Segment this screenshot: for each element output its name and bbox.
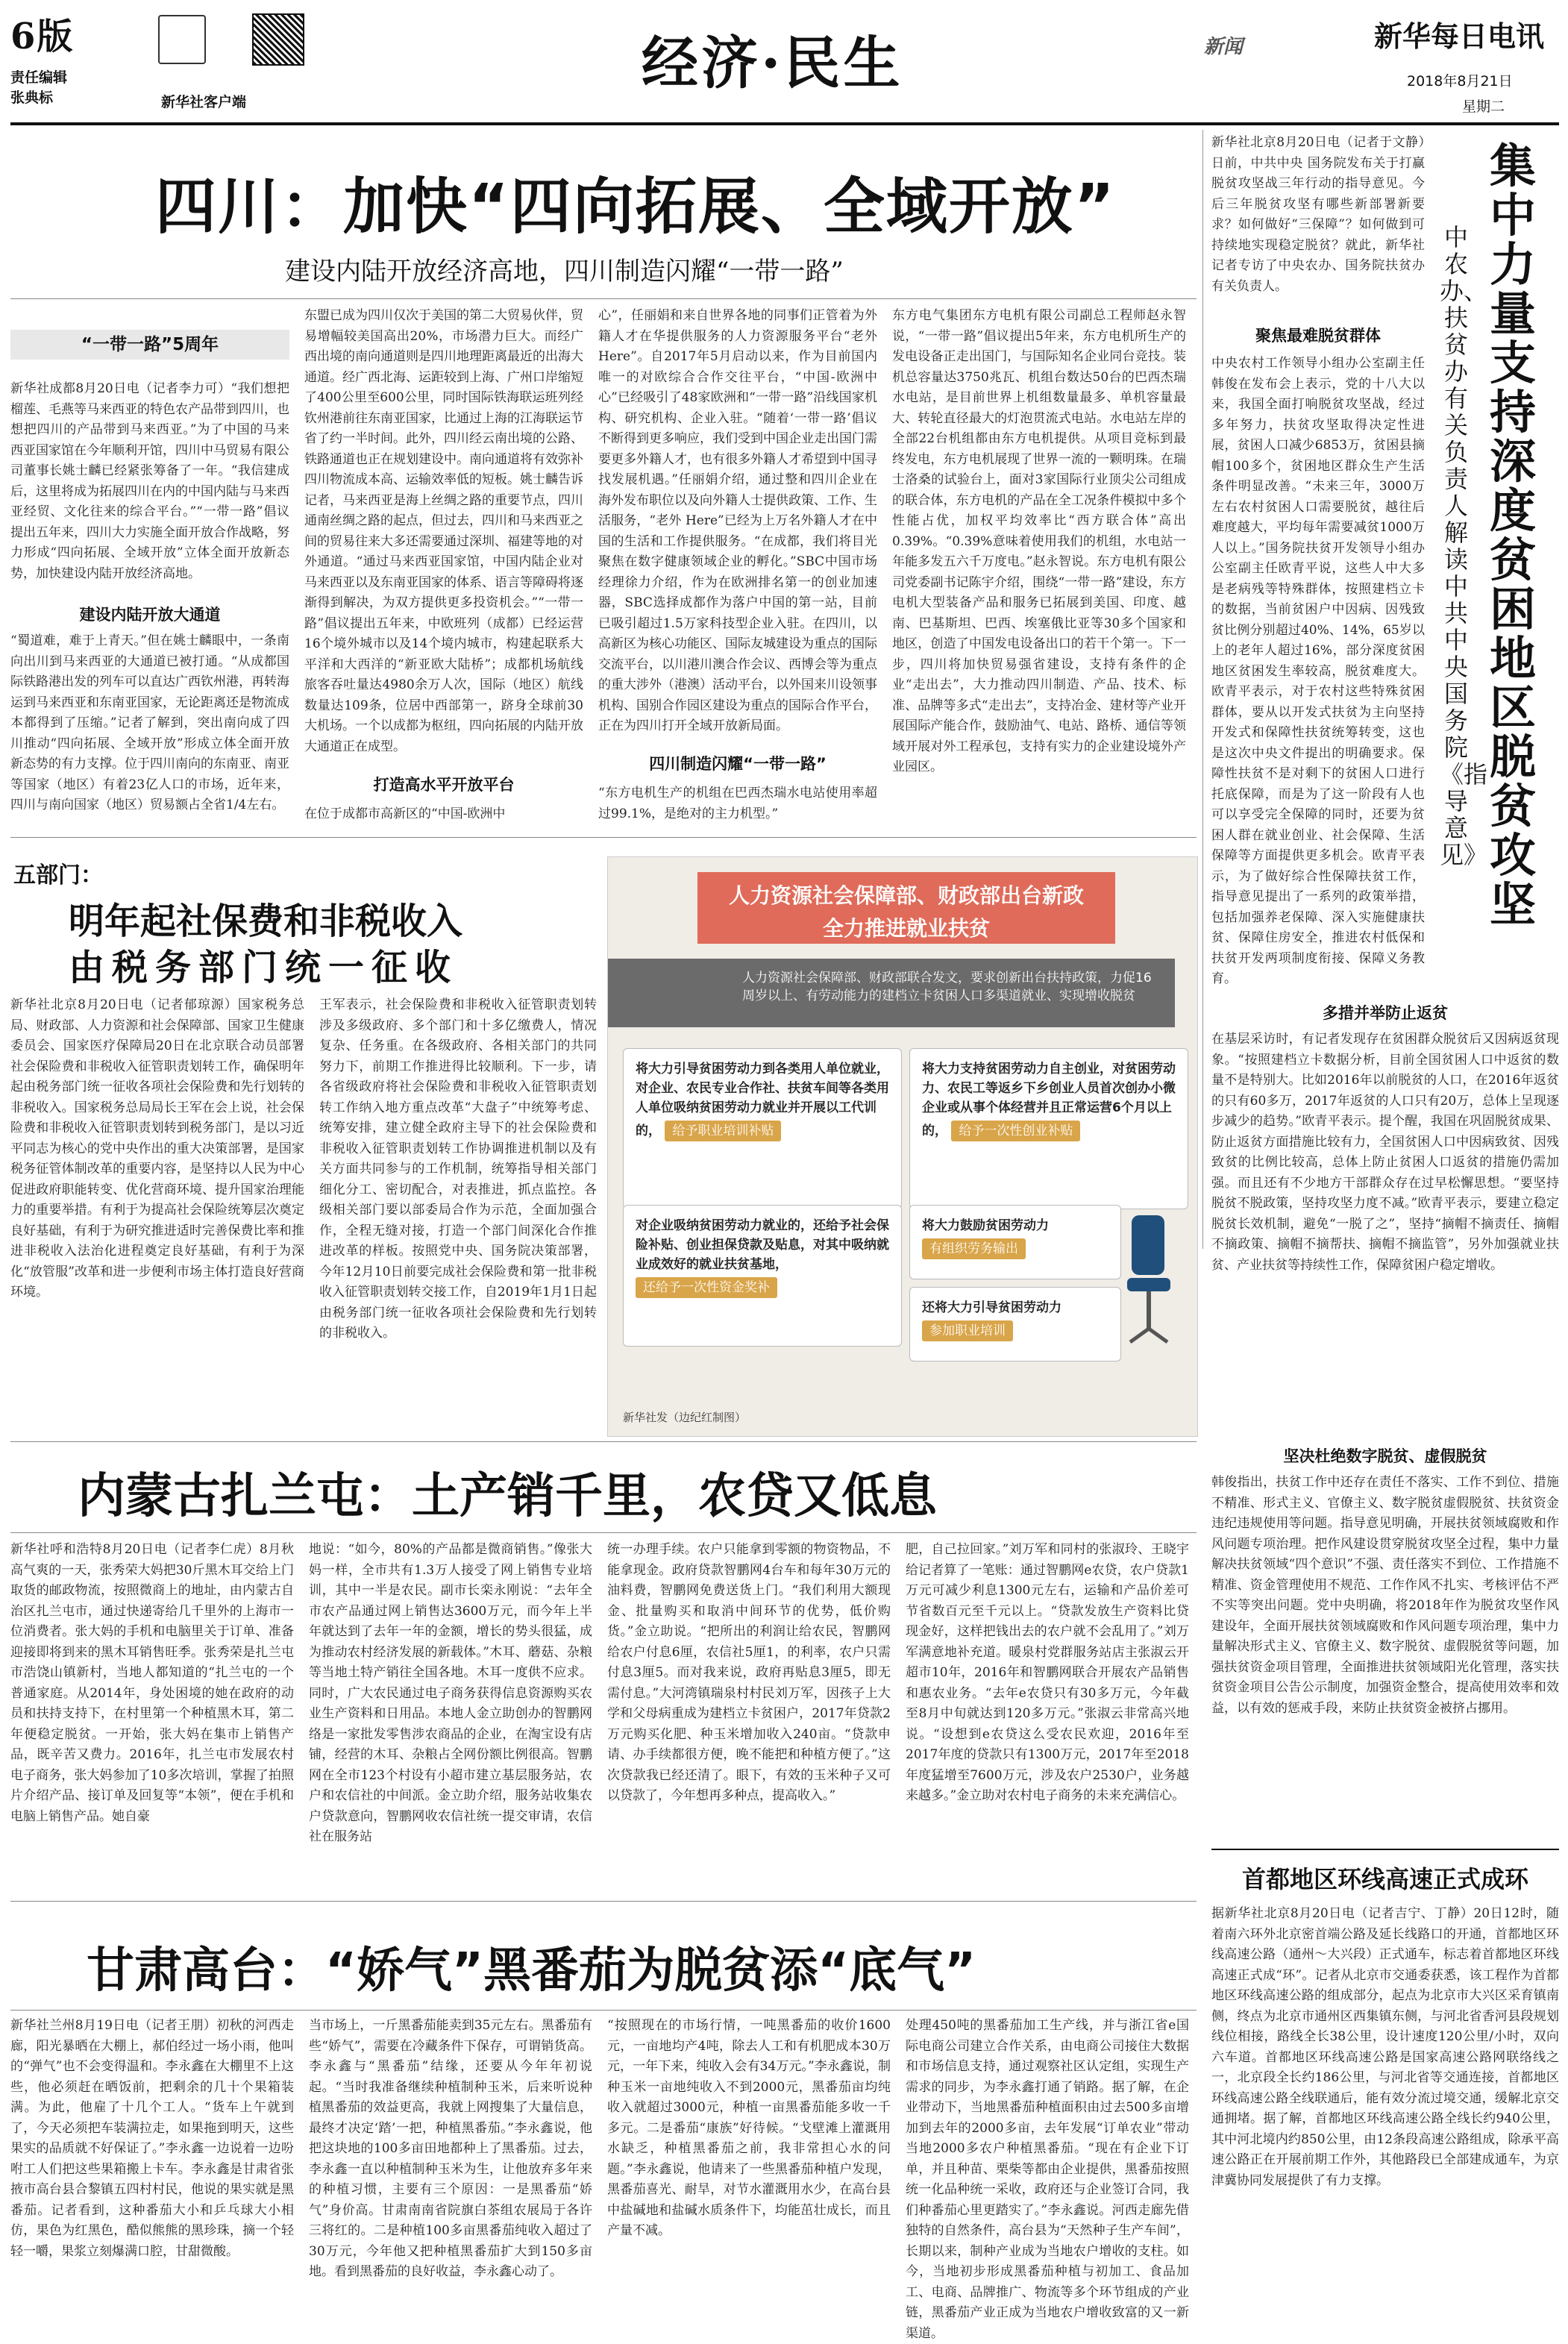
poverty-col2: 在基层采访时，有记者发现存在贫困群众脱贫后又因病返贫现象。“按照建档立卡数据分析，目前全国贫困人口中返贫的数量不是特别大。比如2016年以前脱贫的人口，在2016年返贫的只有60多万，2017年返贫的人口只有20万，总体上呈现逐步减少的趋势。”欧青平表示。提个醒，我国在巩固脱贫成果、防止返贫方面措施比较有力，全国贫困人口中因病致贫、因残致贫的比例比较高，总体上防止贫困人口返贫的措施仍需加强。而且还有不少地方干部群众存在过早松懈思想。“要坚持脱贫不脱政策，坚持攻坚力度不减。”欧青平表示，要建立稳定脱贫长效机制，避免“一脱了之”，坚持“摘帽不摘责任、摘帽不摘政策、摘帽不摘帮扶、摘帽不摘监管”，另外加强就业扶贫、产业扶贫等持续性工作，保障贫困户稳定增收。 (1211, 1032, 1559, 1273)
tag-training-subsidy: 给予职业培训补贴 (665, 1121, 781, 1141)
gansu-col1: 新华社兰州8月19日电（记者王朋）初秋的河西走廊，阳光暴晒在大棚上，郝伯经过一场小雨，他叫的“弹气”也不会变得温和。李永鑫在大棚里不上这些，他必须赶在晒饭前，把剩余的几十个果箱装满。为此，他雇了十几个工人。“货车上午就到了，今天必须把车装满拉走，如果拖到明天，这些果实的品质就不好保证了。”李永鑫一边说着一边吩咐工人们把这些果箱搬上卡车。李永鑫是甘肃省张掖市高台县合黎镇五四村村民，他说的果实就是黑番茄。记者看到，这种番茄大小和乒乓球大小相仿，果色为红黑色，酷似熊熊的黑珍珠，摘一个轻轻一嚼，果浆立刻爆满口腔，甘甜微酸。 (10, 2018, 294, 2259)
app-logo-icon (158, 15, 206, 64)
sichuan-sub-2: 打造高水平开放平台 (373, 776, 515, 794)
neimeng-col3: 统一办理手续。农户只能拿到零额的物资物品，不能拿现金。政府贷款智鹏网4台车和每年30万元的油料费，智鹏网免费送货上门。“我们利用大额现金、批量购买和取消中间环节的优势，低价购货。”金立助说。“把所出的利润让给农民，智鹏网给农户付息6厘，农信社5厘1，的利率，农户只需付息3厘5。而对我来说，政府再贴息3厘5，即无需付息。”大河湾镇瑞泉村村民刘万军，因孩子上大学和父母病重成为建档立卡贫困户，2017年贷款2万元购买化肥、种玉米增加收入240亩。“贷款申请、办手续都很方便，晚不能把和种植方便了。”这次贷款我已经还清了。眼下，有效的玉米种子又可以贷款了，今年想再多种点，提高收入。” (607, 1542, 891, 1803)
tax-col2: 王军表示，社会保险费和非税收入征管职责划转涉及多级政府、多个部门和十多亿缴费人，情况复杂、任务重。在各级政府、各相关部门的共同努力下，前期工作推进得比较顺利。下一步，请各省级政府将社会保险费和非税收入征管职责划转工作纳入地方重点改革“大盘子”中统筹考虑、统筹安排，建立健全政府主导下的社会保险费和非税收入征管职责划转工作协调推进机制以及有关方面共同参与的工作机制，统筹指导相关部门细化分工、密切配合，对表推进，抓点监控。各级相关部门要以部委局合作为示范，全面加强合作，全程无缝对接，打造一个部门间深化合作推进改革的样板。按照党中央、国务院决策部署，今年12月10日前要完成社会保险费和第一批非税收入征管职责划转交接工作，自2019年1月1日起由税务部门统一征收各项社会保险费和先行划转的非税收入。 (319, 997, 597, 1341)
office-chair-icon (1123, 1215, 1175, 1350)
editor-role: 责任编辑 (10, 69, 68, 86)
infographic-title-box: 人力资源社会保障部、财政部出台新政 全力推进就业扶贫 (697, 872, 1115, 944)
infographic-item-2: 将大力支持贫困劳动力自主创业，对贫困劳动力、农民工等返乡下乡创业人员首次创办小微企业或从事个体经营并且正常运营6个月以上的， 给予一次性创业补贴 (909, 1048, 1188, 1209)
gansu-title: 甘肃高台：“娇气”黑番茄为脱贫添“底气” (87, 1943, 976, 1999)
sichuan-sub-1: 建设内陆开放大通道 (79, 606, 221, 624)
sichuan-bottom-rule (10, 837, 1197, 838)
neimeng-title: 内蒙古扎兰屯：土产销千里，农贷又低息 (78, 1469, 937, 1524)
sichuan-col4: 东方电气集团东方电机有限公司副总工程师赵永智说，“一带一路”倡议提出5年来，东方电机所生产的发电设备正走出国门，与国际知名企业同台竞技。装机总容量达3750兆瓦、机组台数达50台的巴西杰瑞水电站，是目前世界上机组数量最多、单机容量最大、转轮直径最大的灯泡贯流式电站。水电站左岸的全部22台机组都由东方电机提供。从项目竞标到最终发电，东方电机展现了世界一流的一颗明珠。在瑞士洛桑的试验台上，面对3家国际行业顶尖公司组成的联合体，东方电机的产品在全工况条件模拟中多个性能占优，加权平均效率比“西方联合体”高出0.39%。“0.39%意味着使用我们的机组，水电站一年能多发五六千万度电。”赵永智说。东方电机有限公司党委副书记陈宇介绍，围绕“一带一路”建设，东方电机大型装备产品和服务已拓展到美国、印度、越南、巴基斯坦、巴西、埃塞俄比亚等30多个国家和地区，创造了中国发电设备出口的若干个第一。下一步，四川将加快贸易强省建设，支持有条件的企业“走出去”，大力推动四川制造、产品、技术、标准、品牌等多式“走出去”，支持冶金、建材等产业开展国际产能合作，鼓励油气、电站、路桥、通信等领域开展对外工程承包，支持有实力的企业建设境外产业园区。 (892, 308, 1186, 774)
tag-vocational-training: 参加职业培训 (922, 1320, 1013, 1341)
tag-one-time-reward: 还给予一次性资金奖补 (636, 1277, 777, 1298)
poverty-col3: 韩俊指出，扶贫工作中还存在责任不落实、工作不到位、措施不精准、形式主义、官僚主义、数字脱贫虚假脱贫、扶贫资金违纪违规使用等问题。指导意见明确，开展扶贫领域腐败和作风问题专项治理。把作风建设贯穿脱贫攻坚全过程，集中力量解决扶贫领域“四个意识”不强、责任落实不到位、工作措施不精准、资金管理使用不规范、工作作风不扎实、考核评估不严不实等突出问题。党中央明确，将2018年作为脱贫攻坚作风建设年，全面开展扶贫领域腐败和作风问题专项治理，集中力量解决形式主义、官僚主义、数字脱贫、虚假脱贫等问题，加强扶贫资金项目管理，全面推进扶贫领域阳光化管理，落实扶贫资金项目公告公示制度，加强资金整合，提高使用效率和效益，以有效的惩戒手段，来防止扶贫资金被挤占挪用。 (1211, 1475, 1559, 1716)
poverty-sub-2: 多措并举防止返贫 (1323, 1004, 1448, 1022)
sichuan-col3b: “东方电机生产的机组在巴西杰瑞水电站使用率超过99.1%，是绝对的主力机型。” (598, 786, 877, 821)
page-number: 6版 (10, 16, 75, 57)
infographic (607, 856, 1198, 1437)
header-rule (10, 122, 1559, 125)
poverty-col1: 中央农村工作领导小组办公室副主任韩俊在发布会上表示，党的十八大以来，我国全面打响脱贫攻坚战，经过多年努力，扶贫攻坚取得决定性进展，贫困人口减少6853万，贫困县摘帽100多个，贫困地区群众生产生活条件明显改善。“未来三年，3000万左右农村贫困人口需要脱贫，越往后难度越大，平均每年需要减贫1000万人以上。”国务院扶贫开发领导小组办公室副主任欧青平说，这些人中大多是老病残等特殊群体，按照建档立卡的数据，当前贫困户中因病、因残致贫比例分别超过40%、14%，65岁以上的老年人超过16%，部分深度贫困地区贫困发生率较高，脱贫难度大。欧青平表示，对于农村这些特殊贫困群体，要从以开发式扶贫为主向坚持开发式和保障性扶贫统筹转变，这也是这次中央文件提出的明确要求。保障性扶贫不是对剩下的贫困人口进行托底保障，而是为了这一阶段有人也可以享受完全保障的同时，还要为贫困人群在就业创业、社会保障、生活保障等方面提供更多机会。欧青平表示，为了做好综合性保障扶贫工作，指导意见提出了一系列的政策举措，包括加强养老保障、深入实施健康扶贫、保障住房安全，推进农村低保和扶贫开发两项制度衔接、保障义务教育。 (1211, 356, 1425, 986)
qr-code-icon (252, 13, 304, 66)
infographic-item-5: 还将大力引导贫困劳动力 参加职业培训 (909, 1287, 1121, 1361)
poverty-sub-1: 聚焦最难脱贫群体 (1255, 327, 1381, 345)
tag-startup-subsidy: 给予一次性创业补贴 (951, 1121, 1080, 1141)
news-logo-icon: 新闻 (1204, 36, 1244, 58)
sichuan-col1b: “蜀道难，难于上青天。”但在姚士麟眼中，一条南向出川到马来西亚的大通道已被打通。“从成都国际铁路港出发的列车可以直达广西钦州港，再转海运到马来西亚和东南亚国家，无论距离还是物流成本都得到了压缩。”记者了解到，突出南向成了四川推动“四向拓展、全域开放”形成立体全面开放新态势的有力支撑。位于四川南向的东南亚、南亚等国家（地区）有着23亿人口的市场，近年来，四川与南向国家（地区）贸易额占全省1/4左右。 (10, 633, 289, 812)
gansu-rule (10, 2010, 1197, 2011)
right-column-divider (1202, 130, 1203, 1249)
poverty-title: 集中力量支持深度贫困地区脱贫攻坚 (1489, 139, 1536, 932)
sichuan-col2: 东盟已成为四川仅次于美国的第二大贸易伙伴，贸易增幅较美国高出20%，市场潜力巨大。而经广西出境的南向通道则是四川地理距离最近的出海大通道。经广西北海、运距较到上海、广州口岸缩短了400公里至600公里，同时国际铁海联运班列经钦州港前往东南亚国家，比通过上海的江海联运节省了约一半时间。此外，四川经云南出境的公路、铁路通道也正在规划建设中。南向通道将有效弥补四川物流成本高、运输效率低的短板。姚士麟告诉记者，马来西亚是海上丝绸之路的重要节点，四川通南丝绸之路的起点，但过去，四川和马来西亚之间的贸易往来大多还需要通过深圳、福建等地的对外通道。“通过马来西亚国家馆，中国内陆企业对马来西亚以及东南亚国家的体系、语言等障碍将逐渐得到解决，为双方提供更多投资机会。”“一带一路”倡议提出五年来，中欧班列（成都）已经运营16个境外城市以及14个境内城市，构建起联系大平洋和大西洋的“新亚欧大陆桥”；成都机场航线旅客吞吐量达4980余万人次，国际（地区）航线数量达109条，位居中西部第一，跻身全球前30大机场。一个以成都为枢纽，四向拓展的内陆开放大通道正在成型。 (304, 308, 583, 754)
sichuan-lede: 新华社成都8月20日电（记者李力可）“我们想把榴莲、毛燕等马来西亚的特色农产品带到四川，也想把四川的产品带到马来西亚。”为了中国的马来西亚国家馆在今年顺利开馆，四川中马贸易有限公司董事长姚士麟已经紧张筹备了一年。“我信建成后，这里将成为拓展四川在内的中国内陆与马来西亚经贸、文化往来的综合平台。”“一带一路”倡议提出五年来，四川大力实施全面开放合作战略，努力形成“四向拓展、全域开放”立体全面开放新态势，加快建设内陆开放经济高地。 (10, 381, 289, 581)
infographic-credit: 新华社发（边纪红制图） (623, 1411, 747, 1424)
tax-bottom-rule (10, 1441, 1197, 1442)
sichuan-tag: “一带一路”5周年 (10, 330, 289, 360)
beijing-title: 首都地区环线高速正式成环 (1241, 1865, 1528, 1893)
sichuan-rule (10, 298, 1197, 299)
neimeng-col4: 肥，自己拉回家。”刘万军和同村的张淑玲、王晓宇给记者算了一笔账：通过智鹏网e农贷，农户贷款1万元可减少利息1300元左右，运输和产品价差可节省数百元至千元以上。“贷款发放生产资料比贷现金好，这样把钱出去的农户就不会乱用了。”刘万军满意地补充道。暖泉村党群服务站店主张淑云开超市10年，2016年和智鹏网联合开展农产品销售和惠农业务。“去年e农贷只有30多万元，今年截至8月中旬就达到120多万元。”张淑云非常高兴地说。“设想到e农贷这么受农民欢迎，2016年至2017年度的贷款只有1300万元，2017年至2018年度猛增至7600万元，涉及农户2530户，业务越来越多。”金立助对农村电子商务的未来充满信心。 (906, 1542, 1189, 1803)
tag-labor-export: 有组织劳务输出 (922, 1238, 1026, 1259)
beijing-body: 据新华社北京8月20日电（记者吉宁、丁静）20日12时，随着南六环外北京密首端公路及延长线路口的开通，首都地区环线高速公路（通州～大兴段）正式通车，标志着首都地区环线高速正式成“环”。记者从北京市交通委获悉，该工程作为首都地区环线高速公路的组成部分，起点为北京市大兴区采育镇南侧，终点为北京市通州区西集镇东侧，与河北省香河县段规划线位相接，路线全长38公里，设计速度120公里/小时，双向六车道。首都地区环线高速公路是国家高速公路网联络线之一，北京段全长约186公里，与河北省等交通连接，首都地区环线高速公路全线联通后，能有效分流过境交通，缓解北京交通拥堵。据了解，首都地区环线高速公路全线长约940公里，其中河北境内约850公里，由12条段高速公路组成，除承平高速公路正在开展前期工作外，其他路段已全部建成通车，为京津冀协同发展提供了有力支撑。 (1211, 1906, 1559, 2188)
tax-kicker: 五部门： (13, 862, 103, 889)
section-title: 经济·民生 (642, 30, 903, 96)
gansu-col4: 处理450吨的黑番茄加工生产线，并与浙江省e国际电商公司建立合作关系，由电商公司接住大数据和市场信息支持，通过观察社区认定组，实现生产需求的同步，为李永鑫打通了销路。据了解，在企业带动下，当地黑番茄种植面积由过去500多亩增加到去年的2000多亩，去年发展“订单农业”带动当地2000多农户种植黑番茄。“现在有企业下订单，并且种苗、栗柴等都由企业提供，黑番茄按照统一化品种统一采收，政府还与企业签订合同，我们种番茄心里更踏实了。”李永鑫说。河西走廊先借独特的自然条件，高台县为“天然种子生产车间”，长期以来，制种产业成为当地农户增收的支柱。如今，当地初步形成黑番茄种植与初加工、食品加工、电商、品牌推广、物流等多个环节组成的产业链，黑番茄产业正成为当地农户增收致富的又一新渠道。 (906, 2018, 1189, 2341)
infographic-item-4: 将大力鼓励贫困劳动力 有组织劳务输出 (909, 1205, 1121, 1279)
infographic-item-3: 对企业吸纳贫困劳动力就业的，还给予社会保险补贴、创业担保贷款及贴息，对其中吸纳就业成效好的就业扶贫基地， 还给予一次性资金奖补 (623, 1205, 902, 1347)
brand-name: 新华每日电讯 (1374, 19, 1545, 53)
beijing-rule (1211, 1849, 1559, 1850)
sichuan-subtitle: 建设内陆开放经济高地，四川制造闪耀“一带一路” (285, 257, 844, 286)
neimeng-bottom-rule (10, 1901, 1197, 1902)
sichuan-col3: 心”，任丽娟和来自世界各地的同事们正管着为外籍人才在华提供服务的人力资源服务平台“老外 Here”。自2017年5月启动以来，作为目前国内唯一的对欧综合合作交往平台，“中国-欧洲中心”已经吸引了48家欧洲和“一带一路”沿线国家机构、研究机构、企业入驻。“随着‘一带一路’倡议不断得到更多响应，我们受到中国企业走出国门需要更多外籍人才，也有很多外籍人才希望到中国寻找发展机遇。”任丽娟介绍，通过整和四川企业在海外发布职位以及向外籍人士提供政策、工作、生活服务，“老外 Here”已经为上万名外籍人才在中国的生活和工作提供服务。“在成都，我们将目光聚焦在数字健康领域企业的孵化。”SBC中国市场经理徐力介绍，作为在欧洲排名第一的创业加速器，SBC选择成都作为落户中国的第一站，目前已吸引超过1.5万家科技型企业入驻。在四川，以高新区为核心功能区、国际友城建设为重点的国际交流平台，以川港川澳合作会议、西博会等为重点的重大涉外（港澳）活动平台，以外国来川设领事机构、国别合作园区建设为重点的国际合作平台，正在为四川打开全域开放新局面。 (598, 308, 877, 733)
sichuan-title: 四川：加快“四向拓展、全域开放” (155, 172, 1116, 242)
tax-title-1: 明年起社保费和非税收入 (69, 900, 463, 942)
qr-label: 新华社客户端 (161, 94, 247, 110)
page-number-block (10, 7, 109, 119)
issue-weekday: 星期二 (1462, 98, 1505, 115)
poverty-lede: 新华社北京8月20日电（记者于文静）日前，中共中央 国务院发布关于打赢脱贫攻坚战三年行动的指导意见。今后三年脱贫攻坚有哪些新部署新要求？如何做好“三保障”？如何做到可持续地实现稳定脱贫？就此，新华社记者专访了中央农办、国务院扶贫办有关负责人。 (1211, 135, 1425, 294)
sichuan-col2b: 在位于成都市高新区的“中国-欧洲中 (304, 806, 506, 821)
sichuan-sub-3: 四川制造闪耀“一带一路” (598, 752, 877, 774)
neimeng-col1: 新华社呼和浩特8月20日电（记者李仁虎）8月秋高气爽的一天，张秀荣大妈把30斤黑木耳交给上门取货的邮政物流，按照微商上的地址，由内蒙古自治区扎兰屯市，通过快递寄给几千里外的上海市一位消费者。张大妈的手机和电脑里关于订单、准备迎接即将到来的黑木耳销售旺季。张秀荣是扎兰屯市浩饶山镇新村，当地人都知道的“扎兰屯的一个普通家庭。从2014年，身处困境的她在政府的动员和扶持支持下，在村里第一个种植黑木耳，第二年便稳定脱贫。一开始，张大妈在集市上销售产品，既辛苦又费力。2016年，扎兰屯市发展农村电子商务，张大妈参加了10多次培训，掌握了拍照片介绍产品、接订单及回复等“本领”，便在手机和电脑上销售产品。她自豪 (10, 1542, 294, 1824)
editor-name: 张典标 (10, 90, 54, 106)
poverty-sub-3: 坚决杜绝数字脱贫、虚假脱贫 (1283, 1447, 1487, 1465)
infographic-intro: 人力资源社会保障部、财政部联合发文，要求创新出台扶持政策，力促16周岁以上、有劳动能力的建档立卡贫困人口多渠道就业、实现增收脱贫 (608, 959, 1175, 1027)
issue-date: 2018年8月21日 (1407, 73, 1513, 90)
tax-col1: 新华社北京8月20日电（记者郁琼源）国家税务总局、财政部、人力资源和社会保障部、国家卫生健康委员会、国家医疗保障局20日在北京联合动员部署社会保险费和非税收入征管职责划转工作，确保明年起由税务部门统一征收各项社会保险费和先行划转的非税收入。国家税务总局局长王军在会上说，社会保险费和非税收入征管职责划转到税务部门，是以习近平同志为核心的党中央作出的重大决策部署，是国家税务征管体制改革的重要内容，是坚持以人民为中心促进政府职能转变、优化营商环境、提升国家治理能力的重要举措。有利于为提高社会保险统筹层次奠定良好基础，有利于为研究推进适时完善保费比率和推进非税收入法治化进程奠定良好基础，有利于为深化“放管服”改革和进一步便利市场主体打造良好营商环境。 (10, 997, 304, 1300)
neimeng-col2: 地说：“如今，80%的产品都是微商销售。”像张大妈一样，全市共有1.3万人接受了网上销售专业培训，其中一半是农民。副市长栾永刚说：“去年全市农产品通过网上销售达3600万元，而今年上半年就达到了去年一年的金额，增长的势头很猛，成为推动农村经济发展的新载体。”木耳、蘑菇、杂粮等当地土特产销往全国各地。木耳一度供不应求。同时，广大农民通过电子商务获得信息资源购买农业生产资料和日用品。本地人金立助创办的智鹏网络是一家批发零售涉农商品的企业，在淘宝设有店铺，经营的木耳、杂粮占全网份额比例很高。智鹏网在全市123个村设有小超市建立基层服务站，农户和农信社的中间派。金立助介绍，服务站收集农户贷款意向，智鹏网收农信社统一提交审请，农信社在服务站 (309, 1542, 592, 1844)
poverty-side-subtitle: 中农办、扶贫办有关负责人解读中共中央国务院《指导意见》 (1440, 223, 1488, 869)
gansu-col2: 当市场上，一斤黑番茄能卖到35元左右。黑番茄有些“娇气”，需要在冷藏条件下保存，可谓销货高。李永鑫与“黑番茄”结缘，还要从今年年初说起。“当时我准备继续种植制种玉米，后来听说种植黑番茄的效益更高，我就上网搜集了大量信息，最终才决定‘踏’一把，种植黑番茄。”李永鑫说，他把这块地的100多亩田地都种上了黑番茄。过去，李永鑫一直以种植制种玉米为生，让他放弃多年来的种植习惯，主要有三个原因：一是黑番茄“娇气”身价高。甘肃南南省院旗白茶组农展局于各许三将红的。二是种植100多亩黑番茄纯收入超过了30万元，今年他又把种植黑番茄扩大到150多亩地。看到黑番茄的良好收益，李永鑫心动了。 (309, 2018, 592, 2279)
infographic-item-1: 将大力引导贫困劳动力到各类用人单位就业，对企业、农民专业合作社、扶贫车间等各类用人单位吸纳贫困劳动力就业并开展以工代训的， 给予职业培训补贴 (623, 1048, 902, 1209)
neimeng-rule (10, 1532, 1197, 1533)
tax-title-2: 由税务部门统一征收 (69, 947, 459, 988)
gansu-col3: “按照现在的市场行情，一吨黑番茄的收价1600元，一亩地均产4吨，除去人工和有机肥成本30万元，一年下来，纯收入会有34万元。”李永鑫说，制种玉米一亩地纯收入不到2000元，黑番茄亩均纯收入就超过3000元，种植一亩黑番茄能多收一千多元。二是番茄“康族”好待候。“戈壁滩上灌溉用水缺乏，种植黑番茄之前，我非常担心水的问题。”李永鑫说，他请来了一些黑番茄种植户发现，黑番茄喜光、耐旱，对节水灌溉用水少，在高台县中盐碱地和盐碱水质条件下，均能茁壮成长，而且产量不减。 (607, 2018, 891, 2238)
